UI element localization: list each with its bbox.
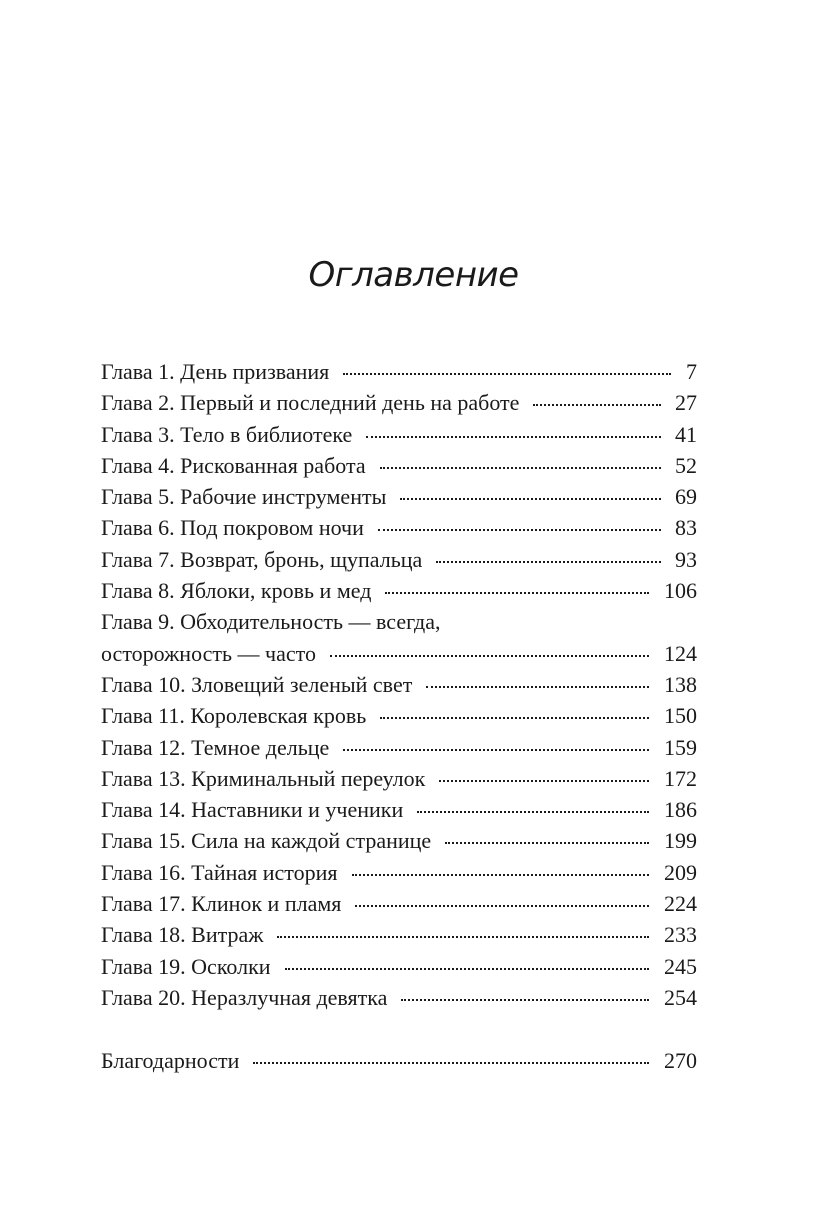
toc-entry — [101, 982, 697, 1013]
toc-entry-label-continued: осторожность — часто — [101, 640, 316, 666]
dot-leader — [426, 686, 649, 688]
toc-entry — [101, 951, 697, 982]
toc-entry — [101, 544, 697, 575]
dot-leader — [366, 436, 661, 438]
dot-leader — [378, 529, 661, 531]
toc-entry-page: 27 — [675, 390, 697, 416]
toc-entry-page: 52 — [675, 452, 697, 478]
toc-entry-page: 233 — [664, 922, 697, 948]
dot-leader — [436, 561, 661, 563]
toc-entry-page: 150 — [664, 703, 697, 729]
dot-leader — [277, 936, 649, 938]
toc-entry-label: Глава 5. Рабочие инструменты — [101, 484, 387, 510]
toc-entry-label: Глава 18. Витраж — [101, 922, 264, 948]
toc-entry-label: Глава 1. День призвания — [101, 359, 330, 384]
toc-entry-label: Глава 15. Сила на каждой странице — [101, 828, 432, 854]
toc-entry-label: Глава 14. Наставники и ученики — [101, 797, 404, 823]
dot-leader — [343, 373, 671, 375]
toc-entry-page: 209 — [664, 859, 697, 885]
toc-entry-page: 138 — [664, 671, 697, 697]
toc-entry-first-line — [101, 606, 697, 637]
dot-leader — [401, 999, 649, 1001]
dot-leader — [533, 404, 661, 406]
toc-entry-page: 270 — [664, 1047, 697, 1073]
toc-entry-label: Глава 8. Яблоки, кровь и мед — [101, 578, 372, 604]
toc-entry — [101, 419, 697, 450]
toc-entry — [101, 857, 697, 888]
toc-entry-page: 186 — [664, 797, 697, 823]
toc-entry — [101, 888, 697, 919]
dot-leader — [385, 592, 649, 594]
toc-entry-label: Глава 11. Королевская кровь — [101, 703, 367, 729]
toc-entry-label: Глава 17. Клинок и пламя — [101, 891, 342, 917]
toc-entry-page: 159 — [664, 734, 697, 760]
toc-entry — [101, 638, 697, 669]
toc-entry — [101, 512, 697, 543]
toc-entry — [101, 825, 697, 856]
toc-entry-label: Глава 2. Первый и последний день на работе — [101, 390, 520, 416]
toc-entry — [101, 669, 697, 700]
dot-leader — [253, 1062, 649, 1064]
toc-entry-label: Глава 7. Возврат, бронь, щупальца — [101, 546, 423, 572]
section-spacer — [101, 1013, 697, 1044]
dot-leader — [343, 749, 649, 751]
toc-entry-page: 83 — [675, 515, 697, 541]
toc-entry — [101, 763, 697, 794]
toc-entry-page: 245 — [664, 953, 697, 979]
toc-entry-page: 69 — [675, 484, 697, 510]
toc-entry — [101, 575, 697, 606]
toc-entry — [101, 387, 697, 418]
toc-entry — [101, 356, 697, 387]
toc-entry-label: Глава 4. Рискованная работа — [101, 452, 366, 478]
dot-leader — [380, 717, 649, 719]
toc-entry-label: Глава 3. Тело в библиотеке — [101, 421, 353, 447]
toc-entry — [101, 481, 697, 512]
toc-entry-label: Глава 9. Обходительность — всегда, — [101, 609, 441, 635]
toc-entry-page: 93 — [675, 546, 697, 572]
toc-entry-page: 124 — [664, 640, 697, 666]
toc-entry-label: Глава 10. Зловещий зеленый свет — [101, 671, 413, 697]
dot-leader — [355, 905, 649, 907]
dot-leader — [380, 467, 661, 469]
dot-leader — [400, 498, 661, 500]
toc-entry-label: Глава 20. Неразлучная девятка — [101, 984, 388, 1010]
dot-leader — [445, 842, 649, 844]
toc-entry — [101, 700, 697, 731]
toc-entry-label: Глава 12. Темное дельце — [101, 734, 330, 760]
dot-leader — [439, 780, 649, 782]
toc-entry-label: Благодарности — [101, 1047, 240, 1073]
table-of-contents — [101, 356, 697, 1076]
dot-leader — [330, 655, 649, 657]
toc-entry-page: 172 — [664, 765, 697, 791]
toc-entry-acknowledgements — [101, 1045, 697, 1076]
page-title: Оглавление — [308, 254, 519, 295]
toc-entry-label: Глава 19. Осколки — [101, 953, 271, 979]
dot-leader — [352, 874, 649, 876]
toc-entry-page: 199 — [664, 828, 697, 854]
toc-entry-page: 41 — [675, 421, 697, 447]
toc-entry — [101, 450, 697, 481]
toc-entry-page: 254 — [664, 984, 697, 1010]
toc-entry — [101, 919, 697, 950]
toc-entry — [101, 732, 697, 763]
toc-entry-label: Глава 6. Под покровом ночи — [101, 515, 364, 541]
toc-entry-page: 106 — [664, 578, 697, 604]
toc-entry — [101, 794, 697, 825]
toc-entry-page: 224 — [664, 891, 697, 917]
toc-entry-label: Глава 16. Тайная история — [101, 859, 338, 885]
toc-entry-page: 7 — [686, 359, 697, 384]
dot-leader — [285, 968, 649, 970]
dot-leader — [417, 811, 649, 813]
toc-entry-label: Глава 13. Криминальный переулок — [101, 765, 426, 791]
